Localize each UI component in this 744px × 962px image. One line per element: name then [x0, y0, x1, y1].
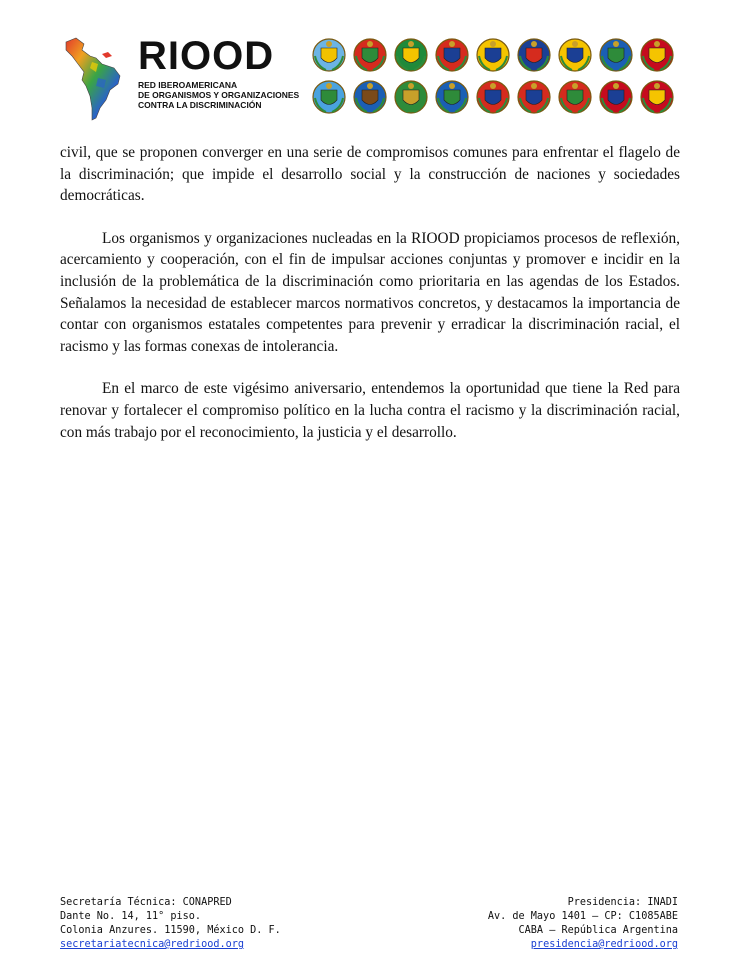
- footer-line: Av. de Mayo 1401 – CP: C1085ABE: [487, 911, 678, 922]
- paragraph: Los organismos y organizaciones nucleadas en la RIOOD propiciamos procesos de reflexión, acercamiento y cooperación, con el fin de impulsar acciones conjuntas y promover e incidir en la inclusión de la problemática de la discriminación como prioritaria en las agendas de los Estados. Señalamos la necesidad de establecer marcos normativos concretos, y destacamos la importancia de contar con organismos estatales competentes para prevenir y erradicar la discriminación racial, el racismo y las formas conexas de intolerancia.: [60, 229, 680, 355]
- brand-subtitle-line: RED IBEROAMERICANA: [138, 80, 238, 90]
- mexico-seal-icon: [392, 78, 430, 116]
- el-salvador-seal-icon: [597, 36, 635, 74]
- document-body: [60, 142, 680, 464]
- footer-line: Dante No. 14, 11° piso.: [60, 911, 202, 922]
- footer-line: Colonia Anzures. 11590, México D. F.: [60, 925, 281, 936]
- chile-seal-icon: [433, 36, 471, 74]
- brazil-seal-icon: [392, 36, 430, 74]
- footer-line: Presidencia: INADI: [567, 897, 678, 908]
- footer-line: CABA – República Argentina: [518, 925, 678, 936]
- brand-subtitle: [138, 80, 299, 110]
- footer-secretariat: [60, 896, 281, 952]
- brand-subtitle-line: DE ORGANISMOS Y ORGANIZACIONES: [138, 90, 300, 100]
- paragraph: civil, que se proponen converger en una serie de compromisos comunes para enfrentar el flagelo de la discriminación; que impide el desarrollo social y la construcción de naciones y sociedades democráticas.: [60, 144, 680, 205]
- peru-seal-icon: [556, 78, 594, 116]
- footer-presidency: [488, 896, 678, 952]
- guatemala-seal-icon: [310, 78, 348, 116]
- argentina-seal-icon: [310, 36, 348, 74]
- bolivia-seal-icon: [351, 36, 389, 74]
- paragraph: En el marco de este vigésimo aniversario, entendemos la oportunidad que tiene la Red para renovar y fortalecer el compromiso político en la lucha contra el racismo y la discriminación racial, con más trabajo por el reconocimiento, la justicia y el desarrollo.: [60, 380, 680, 441]
- brand-subtitle-line: CONTRA LA DISCRIMINACIÓN: [138, 100, 262, 110]
- secretariat-email-link[interactable]: secretariatecnica@redriood.org: [60, 939, 245, 950]
- letterhead: [60, 30, 690, 120]
- colombia-seal-icon: [474, 36, 512, 74]
- footer-line: Secretaría Técnica: CONAPRED: [60, 897, 232, 908]
- ecuador-seal-icon: [556, 36, 594, 74]
- member-seals: [310, 36, 680, 116]
- honduras-seal-icon: [351, 78, 389, 116]
- puerto-rico-seal-icon: [638, 78, 676, 116]
- spain-seal-icon: [638, 36, 676, 74]
- portugal-seal-icon: [597, 78, 635, 116]
- brand-name: RIOOD: [138, 34, 275, 78]
- latin-america-map-icon: [62, 34, 132, 122]
- costa-rica-seal-icon: [515, 36, 553, 74]
- brand-block: [138, 36, 299, 110]
- panama-seal-icon: [474, 78, 512, 116]
- page-footer: [60, 896, 678, 956]
- paraguay-seal-icon: [515, 78, 553, 116]
- nicaragua-seal-icon: [433, 78, 471, 116]
- presidency-email-link[interactable]: presidencia@redriood.org: [530, 939, 678, 950]
